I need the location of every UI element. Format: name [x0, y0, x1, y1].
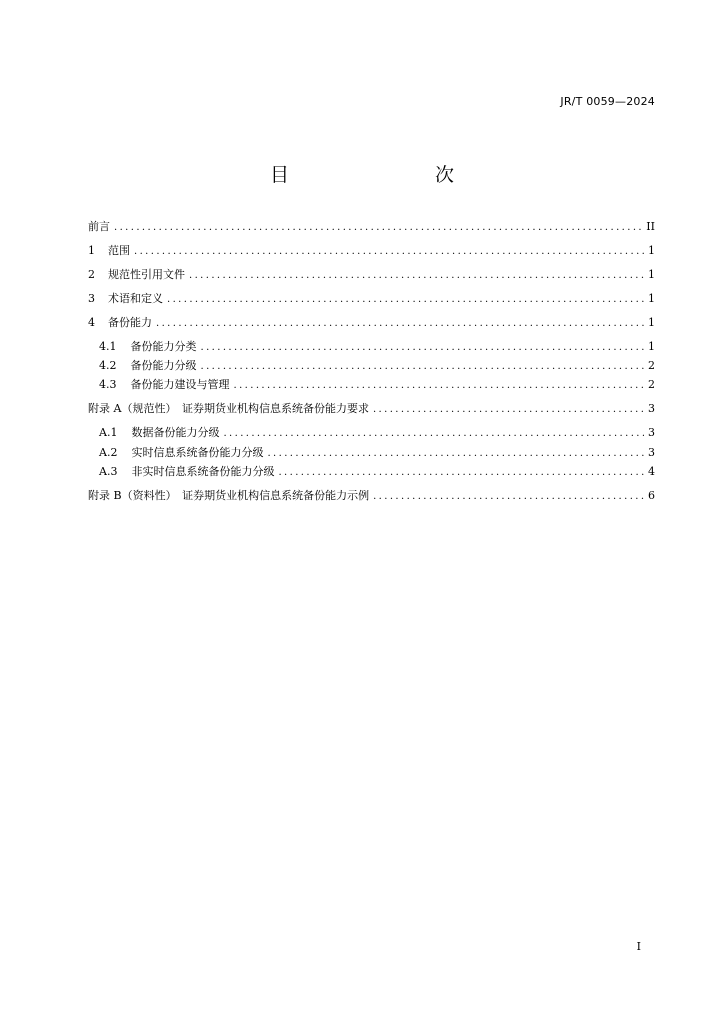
toc-number: 2 [88, 268, 95, 281]
toc-page: 3 [648, 402, 655, 416]
table-of-contents [88, 219, 655, 512]
toc-label: 备份能力分级 [130, 359, 197, 373]
toc-leader [267, 446, 644, 462]
toc-label: 非实时信息系统备份能力分级 [131, 464, 275, 478]
toc-entry-foreword[interactable] [88, 219, 655, 243]
toc-entry-4[interactable] [88, 315, 655, 339]
toc-entry-4-1[interactable] [88, 339, 655, 358]
toc-leader [114, 220, 642, 236]
toc-page: 1 [648, 316, 655, 329]
toc-label: 规范性引用文件 [108, 268, 185, 281]
toc-number: 4 [88, 316, 95, 329]
toc-number: 3 [88, 292, 95, 305]
toc-page: 1 [648, 292, 655, 305]
toc-number: 4.3 [99, 378, 117, 392]
toc-page: 1 [648, 340, 655, 353]
toc-label: 数据备份能力分级 [131, 426, 220, 440]
toc-number: 4.1 [99, 340, 117, 353]
toc-number: A.3 [99, 464, 118, 478]
toc-entry-a-1[interactable] [88, 425, 655, 444]
toc-leader [134, 244, 644, 260]
toc-label: 前言 [88, 220, 110, 233]
toc-leader [201, 359, 645, 375]
toc-label: 附录 A（规范性） 证券期货业机构信息系统备份能力要求 [88, 402, 369, 416]
toc-entry-2[interactable] [88, 267, 655, 291]
toc-leader [189, 268, 644, 284]
toc-label: 备份能力分类 [130, 340, 197, 353]
toc-page: 6 [648, 488, 655, 502]
page-title: 目 次 [269, 164, 490, 186]
toc-number: 1 [88, 244, 95, 257]
toc-page: 4 [648, 464, 655, 478]
toc-entry-a-2[interactable] [88, 445, 655, 464]
toc-leader [223, 426, 644, 442]
toc-label: 范围 [108, 244, 130, 257]
toc-leader [373, 489, 644, 505]
toc-entry-4-3[interactable] [88, 377, 655, 401]
toc-label: 术语和定义 [108, 292, 163, 305]
toc-page: 3 [648, 426, 655, 440]
document-code: JR/T 0059—2024 [560, 95, 655, 108]
toc-page: 3 [648, 445, 655, 459]
toc-leader [201, 340, 645, 356]
toc-leader [167, 292, 644, 308]
toc-leader [234, 378, 645, 394]
toc-entry-1[interactable] [88, 243, 655, 267]
toc-page: II [646, 220, 655, 233]
toc-leader [373, 402, 644, 418]
toc-entry-4-2[interactable] [88, 358, 655, 377]
toc-page: 1 [648, 244, 655, 257]
toc-page: 2 [648, 359, 655, 373]
toc-page: 2 [648, 378, 655, 392]
toc-leader [278, 465, 644, 481]
toc-entry-3[interactable] [88, 291, 655, 315]
toc-number: A.2 [99, 445, 118, 459]
toc-number: 4.2 [99, 359, 117, 373]
toc-label: 备份能力建设与管理 [130, 378, 230, 392]
toc-label: 备份能力 [108, 316, 152, 329]
toc-entry-appendix-a[interactable] [88, 401, 655, 425]
toc-entry-a-3[interactable] [88, 464, 655, 488]
page-number: I [636, 940, 641, 953]
toc-leader [156, 316, 644, 332]
toc-page: 1 [648, 268, 655, 281]
toc-number: A.1 [99, 426, 118, 440]
toc-entry-appendix-b[interactable] [88, 488, 655, 512]
toc-label: 实时信息系统备份能力分级 [131, 445, 264, 459]
toc-label: 附录 B（资料性） 证券期货业机构信息系统备份能力示例 [88, 488, 370, 502]
